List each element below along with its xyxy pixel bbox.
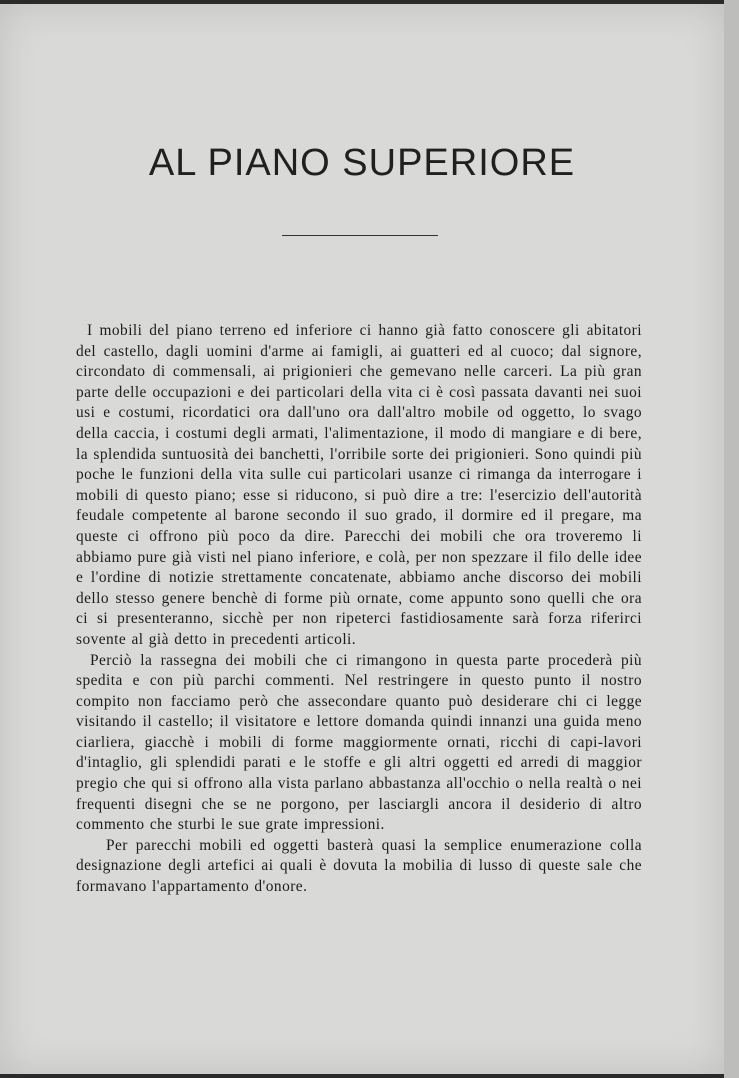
paragraph-3: Per parecchi mobili ed oggetti basterà quasi la semplice enumerazione colla designazione degli artefici ai quali è dovuta la mobilia di lusso di queste sale che formavano l'appartamento d'onore.	[76, 836, 642, 896]
title-divider	[282, 235, 438, 236]
book-page	[0, 4, 724, 1074]
body-text	[76, 321, 642, 898]
chapter-title: AL PIANO SUPERIORE	[148, 142, 576, 184]
page-edge	[724, 0, 739, 1078]
paragraph-1: I mobili del piano terreno ed inferiore ci hanno già fatto conoscere gli abitatori del castello, dagli uomini d'arme ai famigli, ai guatteri ed al cuoco; dal signore, circondato di commensali, ai prigionieri che gemevano nelle carceri. La più gran parte delle occupazioni e dei particolari della vita ci è così passata davanti nei suoi usi e costumi, ricordatici ora dall'uno ora dall'altro mobile od oggetto, lo svago della caccia, i costumi degli armati, l'alimentazione, il modo di mangiare e di bere, la splendida suntuosità dei banchetti, l'orribile sorte dei prigionieri. Sono quindi più poche le funzioni della vita sulle cui particolari usanze ci rimanga da interrogare i mobili di questo piano; esse si riducono, si può dire a tre: l'esercizio dell'autorità feudale competente al barone secondo il suo grado, il dormire ed il pregare, ma queste ci offrono più poco da dire. Parecchi dei mobili che ora troveremo li abbiamo pure già visti nel piano inferiore, e colà, per non spezzare il filo delle idee e l'ordine di notizie strettamente concatenate, abbiamo anche discorso dei mobili dello stesso genere benchè di forme più ornate, come appunto sono quelli che ora ci si presenteranno, sicchè per non ripeterci fastidiosamente sarà forza riferirci sovente al già detto in precedenti articoli.	[76, 322, 642, 648]
paragraph-2: Perciò la rassegna dei mobili che ci rimangono in questa parte procederà più spedita e con più parchi commenti. Nel restringere in questo punto il nostro compito non facciamo però che assecondare quanto può desiderare chi ci legge visitando il castello; il visitatore e lettore domanda quindi innanzi una guida meno ciarliera, giacchè i mobili di forme maggiormente ornati, ricchi di capi-lavori d'intaglio, gli splendidi parati e le stoffe e gli altri oggetti ed arredi di maggior pregio che qui si offrono alla vista parlano abbastanza all'occhio o nella realtà o nei frequenti disegni che se ne porgono, per lasciargli ancora il desiderio di altro commento che sturbi le sue grate impressioni.	[76, 651, 642, 834]
